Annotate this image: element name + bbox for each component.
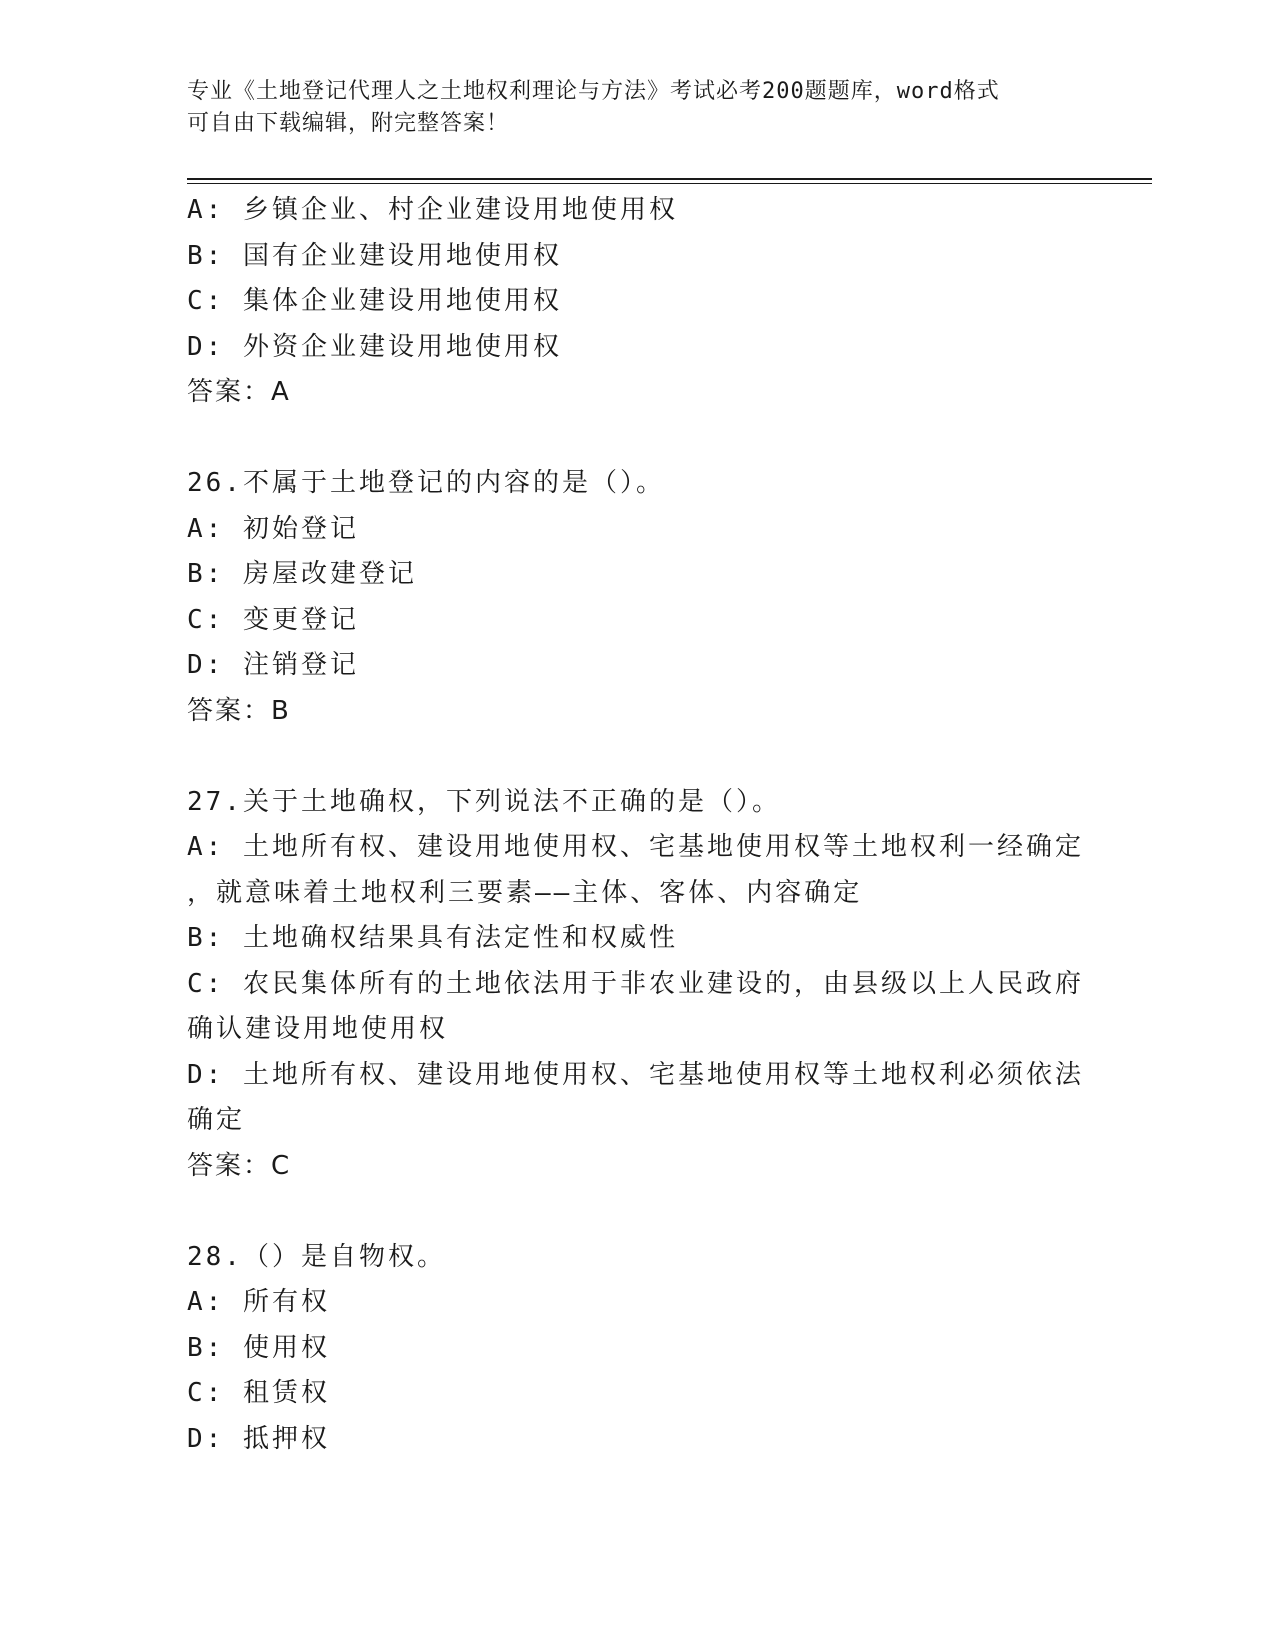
spacer xyxy=(187,1189,1087,1235)
option-c-line-1: C: 农民集体所有的土地依法用于非农业建设的，由县级以上人民政府 xyxy=(187,968,1084,999)
option-d-line-1: D: 土地所有权、建设用地使用权、宅基地使用权等土地权利必须依法 xyxy=(187,1059,1084,1090)
header-divider xyxy=(187,178,1152,184)
option-b: B: 土地确权结果具有法定性和权威性 xyxy=(187,923,678,953)
option-b: B: 使用权 xyxy=(187,1332,330,1363)
header-title-line-1: 专业《土地登记代理人之土地权利理论与方法》考试必考200题题库，word格式 xyxy=(187,79,1000,104)
option-a: A: 乡镇企业、村企业建设用地使用权 xyxy=(187,195,678,225)
question-block-26 xyxy=(187,461,1087,734)
option-d: D: 外资企业建设用地使用权 xyxy=(187,331,562,362)
document-header xyxy=(187,76,1067,140)
option-c: C: 租赁权 xyxy=(187,1378,330,1408)
spacer xyxy=(187,416,1087,462)
question-text: 26.不属于土地登记的内容的是（）。 xyxy=(187,468,665,498)
header-title-line-2: 可自由下载编辑，附完整答案！ xyxy=(187,111,510,136)
option-c: C: 变更登记 xyxy=(187,604,359,635)
option-d: D: 抵押权 xyxy=(187,1423,330,1454)
question-text: 27.关于土地确权，下列说法不正确的是（）。 xyxy=(187,786,781,817)
question-block-28 xyxy=(187,1235,1087,1463)
header-divider-thick xyxy=(187,178,1152,180)
option-a: A: 所有权 xyxy=(187,1287,330,1317)
option-b: B: 房屋改建登记 xyxy=(187,559,417,589)
option-c: C: 集体企业建设用地使用权 xyxy=(187,286,562,316)
answer-line: 答案：B xyxy=(187,695,291,726)
question-block-27 xyxy=(187,780,1087,1190)
option-b: B: 国有企业建设用地使用权 xyxy=(187,240,562,271)
option-a-line-1: A: 土地所有权、建设用地使用权、宅基地使用权等土地权利一经确定 xyxy=(187,832,1084,862)
answer-line: 答案：A xyxy=(187,377,291,407)
answer-line: 答案：C xyxy=(187,1150,292,1181)
question-block-25 xyxy=(187,188,1087,416)
option-a-line-2: ，就意味着土地权利三要素——主体、客体、内容确定 xyxy=(187,877,863,908)
header-divider-thin xyxy=(187,183,1152,184)
question-text: 28.（）是自物权。 xyxy=(187,1241,446,1272)
spacer xyxy=(187,734,1087,780)
option-d: D: 注销登记 xyxy=(187,650,359,680)
option-c-line-2: 确认建设用地使用权 xyxy=(187,1014,449,1044)
option-d-line-2: 确定 xyxy=(187,1105,246,1135)
question-list xyxy=(187,188,1087,1462)
option-a: A: 初始登记 xyxy=(187,513,359,544)
